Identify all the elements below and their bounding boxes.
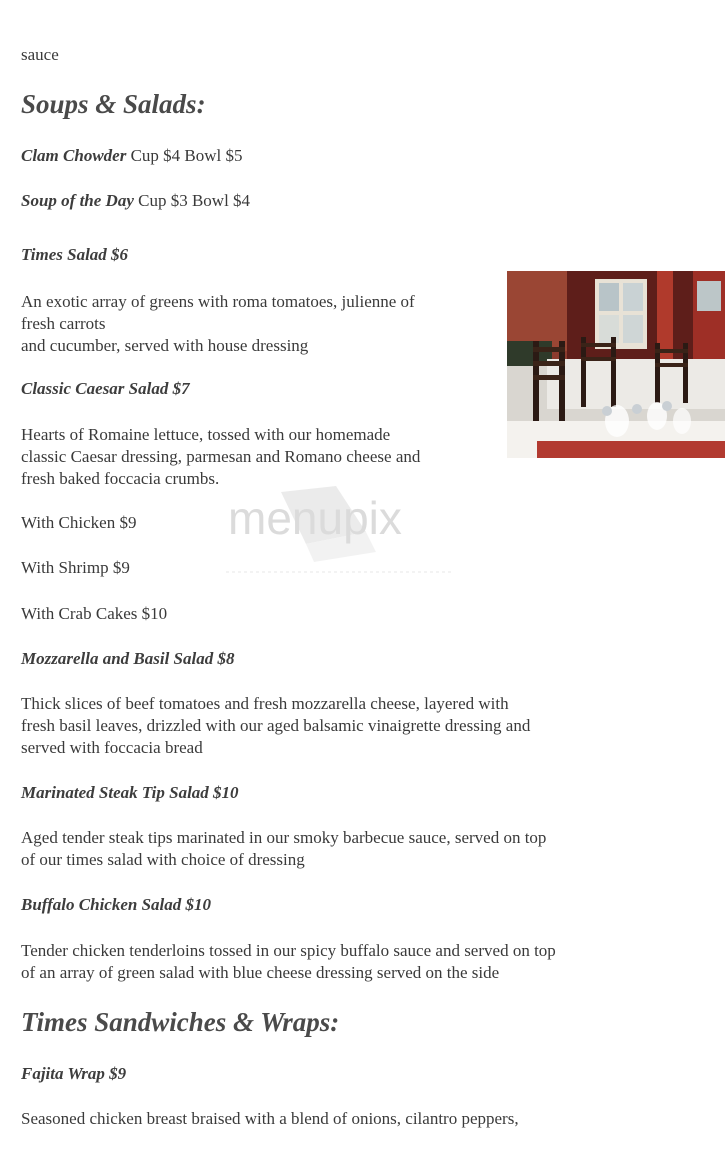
- item-description: of our times salad with choice of dressing: [21, 850, 305, 869]
- item-description: Seasoned chicken breast braised with a blend of onions, cilantro peppers,: [21, 1109, 519, 1128]
- addon-option: With Shrimp $9: [21, 558, 130, 577]
- item-description: classic Caesar dressing, parmesan and Romano cheese and: [21, 447, 421, 466]
- item-description: fresh basil leaves, drizzled with our aged balsamic vinaigrette dressing and: [21, 716, 531, 735]
- addon-option: With Chicken $9: [21, 513, 137, 532]
- item-price: Cup $3 Bowl $4: [138, 191, 251, 210]
- carryover-text: sauce: [21, 45, 59, 64]
- menu-item-mozzarella-basil-salad: Mozzarella and Basil Salad $8: [21, 649, 235, 668]
- item-description: fresh baked foccacia crumbs.: [21, 469, 220, 488]
- item-description: An exotic array of greens with roma tomatoes, julienne of: [21, 292, 415, 311]
- item-description: of an array of green salad with blue cheese dressing served on the side: [21, 963, 500, 982]
- item-price: Cup $4 Bowl $5: [130, 146, 243, 165]
- section-heading-sandwiches-wraps: Times Sandwiches & Wraps:: [21, 1007, 340, 1037]
- menupix-watermark-logo: [226, 482, 456, 577]
- addon-option: With Crab Cakes $10: [21, 604, 168, 623]
- menu-item-caesar-salad: Classic Caesar Salad $7: [21, 379, 190, 398]
- restaurant-photo: [507, 271, 725, 458]
- item-description: Hearts of Romaine lettuce, tossed with our homemade: [21, 425, 391, 444]
- menu-item-times-salad: Times Salad $6: [21, 245, 129, 264]
- item-description: Thick slices of beef tomatoes and fresh mozzarella cheese, layered with: [21, 694, 509, 713]
- menu-item-steak-tip-salad: Marinated Steak Tip Salad $10: [21, 783, 239, 802]
- svg-text:menupix: menupix: [228, 492, 402, 544]
- item-description: and cucumber, served with house dressing: [21, 336, 309, 355]
- menu-item-soup-of-the-day: [21, 190, 250, 212]
- menu-item-fajita-wrap: Fajita Wrap $9: [21, 1064, 127, 1083]
- section-heading-soups-salads: Soups & Salads:: [21, 89, 206, 119]
- item-description: fresh carrots: [21, 314, 106, 333]
- item-name: Clam Chowder: [21, 146, 127, 165]
- item-description: served with foccacia bread: [21, 738, 203, 757]
- item-name: Soup of the Day: [21, 191, 134, 210]
- item-description: Tender chicken tenderloins tossed in our spicy buffalo sauce and served on top: [21, 941, 556, 960]
- item-description: Aged tender steak tips marinated in our smoky barbecue sauce, served on top: [21, 828, 547, 847]
- menu-item-clam-chowder: [21, 145, 243, 167]
- menu-item-buffalo-chicken-salad: Buffalo Chicken Salad $10: [21, 895, 212, 914]
